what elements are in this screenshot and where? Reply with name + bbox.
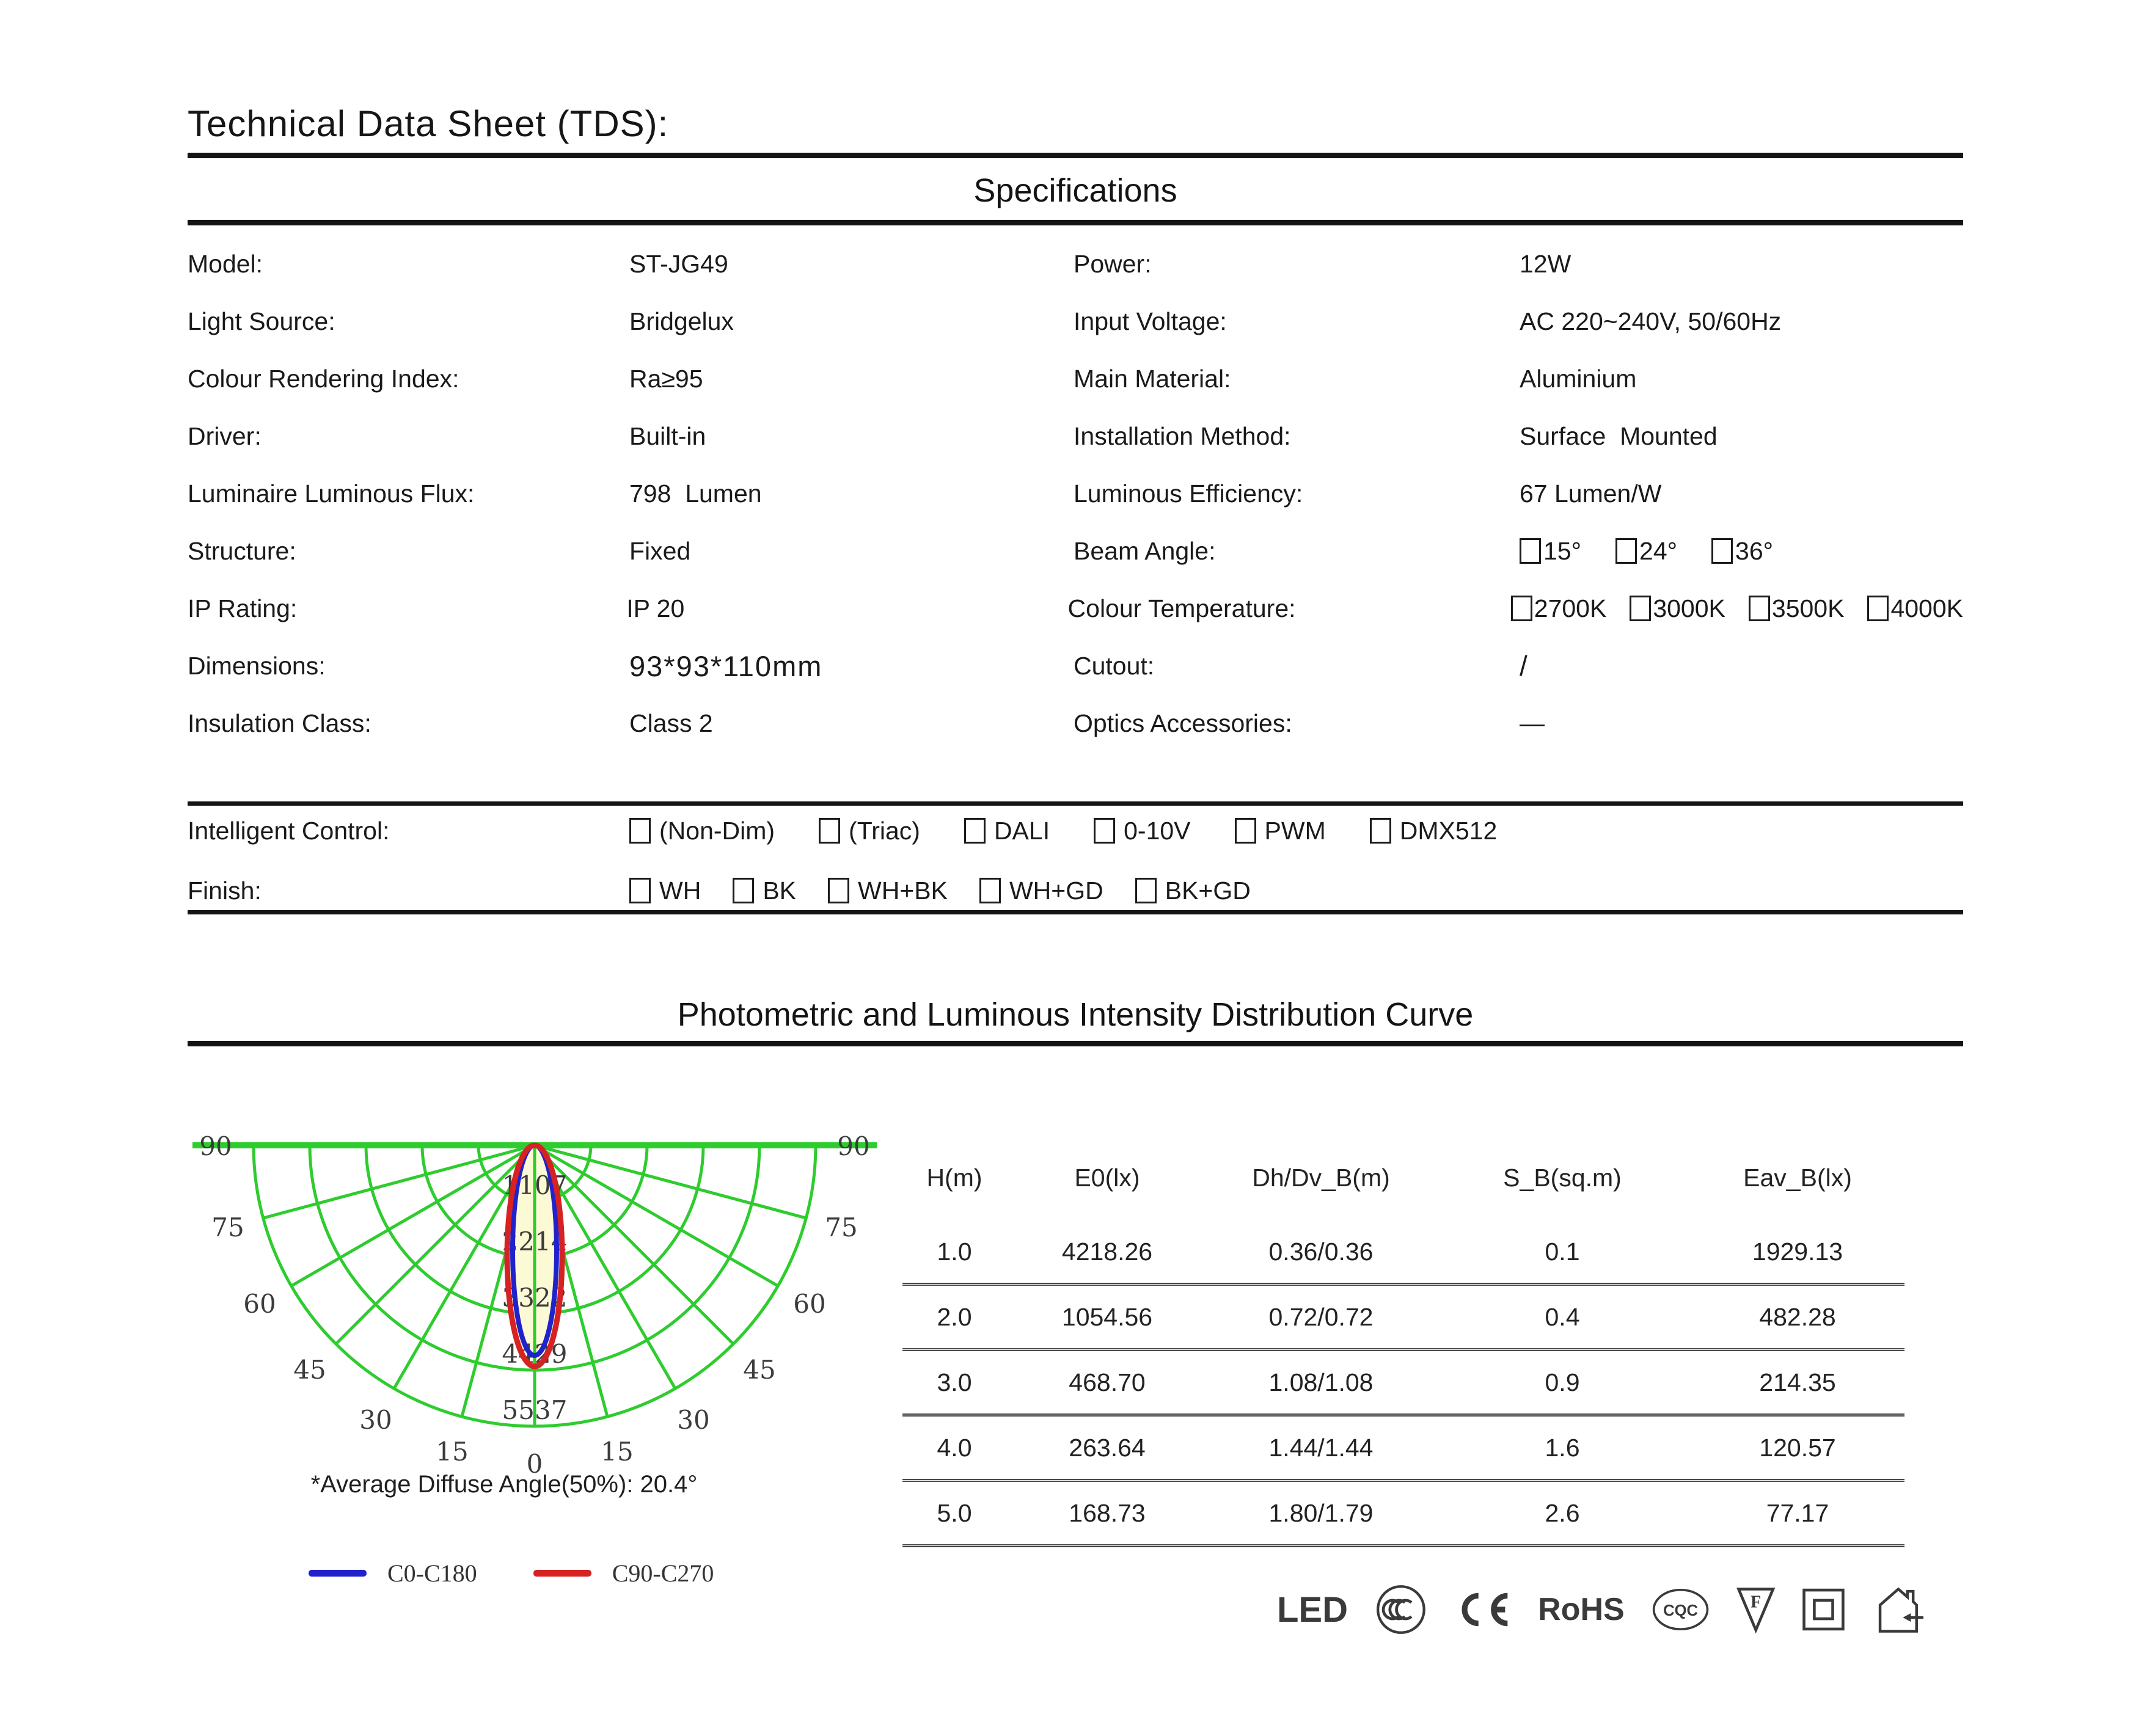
- checkbox-label: 15°: [1543, 536, 1582, 565]
- ic-option-dali: [964, 817, 1050, 845]
- ccc-mark-icon: [1375, 1581, 1427, 1638]
- checkbox-label: WH+BK: [858, 876, 948, 905]
- checkbox-label: DALI: [993, 816, 1050, 845]
- table-cell: 468.70: [1069, 1368, 1146, 1396]
- certification-marks: [1277, 1574, 1925, 1646]
- table-cell: 1054.56: [1061, 1302, 1153, 1331]
- checkbox-label: PWM: [1264, 816, 1326, 845]
- table-header-row: [902, 1135, 1904, 1220]
- checkbox-label: 36°: [1735, 536, 1774, 565]
- table-cell: 263.64: [1069, 1433, 1146, 1462]
- table-cell: 0.1: [1545, 1237, 1580, 1266]
- angle-label: 75: [825, 1213, 858, 1242]
- spec-value-main-material: Aluminium: [1520, 364, 1637, 393]
- f-enclosure-mark-label: F: [1750, 1592, 1762, 1612]
- angle-label: 60: [793, 1289, 826, 1319]
- angle-label: 30: [359, 1405, 392, 1435]
- table-cell: 1.08/1.08: [1268, 1368, 1374, 1396]
- ic-option-non-dim: [629, 817, 775, 845]
- column-header: Eav_B(lx): [1743, 1163, 1852, 1192]
- divider: [188, 801, 1963, 806]
- angle-label: 45: [293, 1355, 326, 1385]
- spec-row: [188, 235, 1963, 293]
- spec-label-power: Power:: [1074, 249, 1152, 278]
- checkbox-label: (Triac): [849, 816, 920, 845]
- checkbox-label: 3000K: [1653, 594, 1725, 622]
- checkbox-dmx512[interactable]: [1370, 818, 1391, 844]
- spec-label-beam-angle: Beam Angle:: [1074, 536, 1216, 565]
- intelligent-control-options: [629, 817, 1497, 845]
- table-cell: 2.6: [1545, 1498, 1580, 1527]
- spec-value-insulation: Class 2: [629, 709, 713, 737]
- beam-angle-option-24: [1615, 537, 1677, 566]
- ic-option-0-10v: [1094, 817, 1190, 845]
- spec-row: [188, 407, 1963, 465]
- specifications-grid: [188, 235, 1963, 752]
- cqc-mark-label: CQC: [1663, 1602, 1698, 1620]
- spec-value-efficiency: 67 Lumen/W: [1520, 479, 1662, 508]
- spec-label-model: Model:: [188, 249, 263, 278]
- spec-value-driver: Built-in: [629, 421, 706, 450]
- checkbox-wh[interactable]: [629, 878, 651, 903]
- checkbox-ct-3500k[interactable]: [1749, 596, 1770, 621]
- spec-row: [188, 580, 1963, 637]
- finish-option-bk-gd: [1135, 877, 1251, 905]
- indoor-use-mark-icon: [1872, 1581, 1925, 1638]
- chart-legend: [309, 1559, 714, 1588]
- checkbox-label: DMX512: [1399, 816, 1498, 845]
- checkbox-pwm[interactable]: [1235, 818, 1256, 844]
- table-cell: 0.4: [1545, 1302, 1580, 1331]
- table-cell: 4.0: [937, 1433, 972, 1462]
- photometric-section-title: Photometric and Luminous Intensity Distribution Curve: [677, 996, 1474, 1033]
- table-cell: 5.0: [937, 1498, 972, 1527]
- divider: [188, 910, 1963, 914]
- spec-label-efficiency: Luminous Efficiency:: [1074, 479, 1303, 508]
- angle-label: 60: [243, 1289, 276, 1319]
- spec-value-cutout: /: [1520, 650, 1528, 682]
- finish-label: Finish:: [188, 876, 262, 905]
- spec-row: [188, 350, 1963, 407]
- checkbox-label: (Non-Dim): [659, 816, 775, 845]
- checkbox-beam-24[interactable]: [1615, 538, 1637, 564]
- ct-option-2700k: [1511, 594, 1607, 623]
- checkbox-ct-3000k[interactable]: [1630, 596, 1651, 621]
- spec-value-input-voltage: AC 220~240V, 50/60Hz: [1520, 307, 1782, 335]
- finish-option-bk: [733, 877, 796, 905]
- spec-value-structure: Fixed: [629, 536, 691, 565]
- legend-label: C90-C270: [612, 1559, 714, 1587]
- table-row: [902, 1220, 1904, 1286]
- ct-option-3500k: [1749, 594, 1845, 623]
- spec-value-dimensions: 93*93*110mm: [629, 649, 823, 682]
- checkbox-label: WH: [659, 876, 701, 905]
- table-cell: 2.0: [937, 1302, 972, 1331]
- checkbox-label: 0-10V: [1124, 816, 1191, 845]
- table-cell: 214.35: [1759, 1368, 1836, 1396]
- spec-value-flux: 798 Lumen: [629, 479, 762, 508]
- checkbox-label: 24°: [1639, 536, 1678, 565]
- spec-label-input-voltage: Input Voltage:: [1074, 307, 1227, 335]
- spec-label-installation: Installation Method:: [1074, 421, 1291, 450]
- beam-angle-options: [1520, 537, 1963, 566]
- table-cell: 120.57: [1759, 1433, 1836, 1462]
- checkbox-bk[interactable]: [733, 878, 754, 903]
- finish-option-wh-gd: [979, 877, 1103, 905]
- checkbox-non-dim[interactable]: [629, 818, 651, 844]
- spec-label-optics: Optics Accessories:: [1074, 709, 1292, 737]
- legend-item-c90-c270: [533, 1559, 714, 1588]
- led-mark: LED: [1277, 1589, 1348, 1630]
- table-row: [902, 1286, 1904, 1351]
- table-cell: 1.6: [1545, 1433, 1580, 1462]
- spec-value-cri: Ra≥95: [629, 364, 703, 393]
- spec-label-driver: Driver:: [188, 421, 262, 450]
- ring-label: 5537: [502, 1395, 568, 1425]
- spec-row: [188, 522, 1963, 580]
- table-cell: 4218.26: [1061, 1237, 1153, 1266]
- column-header: S_B(sq.m): [1503, 1163, 1622, 1192]
- angle-label: 15: [436, 1437, 469, 1467]
- table-cell: 1929.13: [1752, 1237, 1843, 1266]
- table-cell: 1.44/1.44: [1268, 1433, 1374, 1462]
- spec-label-cutout: Cutout:: [1074, 651, 1155, 680]
- ic-option-dmx512: [1370, 817, 1498, 845]
- ic-option-pwm: [1235, 817, 1326, 845]
- table-cell: 0.72/0.72: [1268, 1302, 1374, 1331]
- checkbox-label: BK: [763, 876, 797, 905]
- illuminance-table: [902, 1135, 1904, 1547]
- angle-label: 0: [526, 1449, 543, 1479]
- angle-label: 75: [211, 1213, 244, 1242]
- divider: [188, 220, 1963, 225]
- table-row: [902, 1482, 1904, 1547]
- legend-label: C0-C180: [387, 1559, 477, 1587]
- table-cell: 1.0: [937, 1237, 972, 1266]
- table-row: [902, 1417, 1904, 1482]
- angle-label: 30: [677, 1405, 710, 1435]
- finish-option-wh: [629, 877, 701, 905]
- spec-label-light-source: Light Source:: [188, 307, 335, 335]
- table-cell: 3.0: [937, 1368, 972, 1396]
- intelligent-control-label: Intelligent Control:: [188, 816, 390, 845]
- checkbox-ct-4000k[interactable]: [1867, 596, 1889, 621]
- table-cell: 168.73: [1069, 1498, 1146, 1527]
- column-header: H(m): [926, 1163, 982, 1192]
- spec-label-colour-temperature: Colour Temperature:: [1067, 594, 1296, 622]
- spec-value-power: 12W: [1520, 249, 1571, 278]
- checkbox-0-10v[interactable]: [1094, 818, 1115, 844]
- legend-item-c0-c180: [309, 1559, 477, 1588]
- beam-angle-option-36: [1711, 537, 1773, 566]
- table-cell: 482.28: [1759, 1302, 1836, 1331]
- legend-swatch-red: [533, 1570, 591, 1577]
- angle-label: 45: [743, 1355, 776, 1385]
- spec-label-main-material: Main Material:: [1074, 364, 1231, 393]
- colour-temperature-options: [1511, 594, 1963, 623]
- spec-label-structure: Structure:: [188, 536, 296, 565]
- checkbox-beam-15[interactable]: [1520, 538, 1541, 564]
- table-cell: 77.17: [1766, 1498, 1829, 1527]
- cqc-mark-icon: [1652, 1586, 1710, 1633]
- column-header: E0(lx): [1074, 1163, 1140, 1192]
- column-header: Dh/Dv_B(m): [1252, 1163, 1390, 1192]
- finish-row: [188, 866, 1963, 915]
- checkbox-wh-gd[interactable]: [979, 878, 1001, 903]
- ic-option-triac: [819, 817, 920, 845]
- spec-value-ip-rating: IP 20: [626, 594, 685, 622]
- spec-row: [188, 695, 1963, 752]
- table-cell: 0.36/0.36: [1268, 1237, 1374, 1266]
- photometric-polar-chart: [177, 1107, 904, 1511]
- finish-option-wh-bk: [828, 877, 948, 905]
- checkbox-ct-2700k[interactable]: [1511, 596, 1532, 621]
- table-cell: 1.80/1.79: [1268, 1498, 1374, 1527]
- checkbox-label: 3500K: [1771, 594, 1845, 622]
- spec-row: [188, 465, 1963, 522]
- specifications-section-title: Specifications: [973, 172, 1177, 209]
- ce-mark-icon: [1454, 1590, 1511, 1629]
- ring-label: 1107: [502, 1170, 568, 1200]
- table-row: [902, 1351, 1904, 1417]
- angle-label: 90: [199, 1131, 232, 1161]
- checkbox-label: WH+GD: [1009, 876, 1103, 905]
- class-ii-mark-icon: [1802, 1586, 1845, 1633]
- checkbox-label: 4000K: [1890, 594, 1964, 622]
- average-diffuse-angle-note: *Average Diffuse Angle(50%): 20.4°: [310, 1471, 698, 1498]
- spec-label-dimensions: Dimensions:: [188, 651, 326, 680]
- spec-label-cri: Colour Rendering Index:: [188, 364, 459, 393]
- spec-value-model: ST-JG49: [629, 249, 728, 278]
- angle-label: 15: [601, 1437, 634, 1467]
- ct-option-3000k: [1630, 594, 1725, 623]
- ct-option-4000k: [1867, 594, 1963, 623]
- ring-label: 4429: [502, 1339, 568, 1369]
- checkbox-triac[interactable]: [819, 818, 840, 844]
- checkbox-wh-bk[interactable]: [828, 878, 849, 903]
- spec-value-light-source: Bridgelux: [629, 307, 734, 335]
- divider: [188, 153, 1963, 158]
- spec-row: [188, 293, 1963, 350]
- page-title: Technical Data Sheet (TDS):: [188, 103, 669, 144]
- table-cell: 0.9: [1545, 1368, 1580, 1396]
- polar-chart-svg: [177, 1107, 904, 1511]
- spec-row: [188, 637, 1963, 695]
- legend-swatch-blue: [309, 1570, 367, 1577]
- spec-label-insulation: Insulation Class:: [188, 709, 371, 737]
- f-enclosure-mark-icon: [1736, 1585, 1775, 1634]
- rohs-mark: RoHS: [1538, 1592, 1625, 1627]
- spec-value-optics: —: [1520, 709, 1545, 737]
- beam-angle-option-15: [1520, 537, 1581, 566]
- intelligent-control-row: [188, 806, 1963, 855]
- spec-label-flux: Luminaire Luminous Flux:: [188, 479, 475, 508]
- ring-label: 3322: [502, 1283, 568, 1313]
- spec-label-ip-rating: IP Rating:: [188, 594, 298, 622]
- checkbox-label: 2700K: [1534, 594, 1607, 622]
- checkbox-dali[interactable]: [964, 818, 986, 844]
- checkbox-label: BK+GD: [1165, 876, 1251, 905]
- angle-label: 90: [837, 1131, 870, 1161]
- checkbox-beam-36[interactable]: [1711, 538, 1733, 564]
- spec-value-installation: Surface Mounted: [1520, 421, 1718, 450]
- divider: [188, 1041, 1963, 1046]
- finish-options: [629, 877, 1251, 905]
- checkbox-bk-gd[interactable]: [1135, 878, 1157, 903]
- ring-label: 2214: [502, 1227, 568, 1256]
